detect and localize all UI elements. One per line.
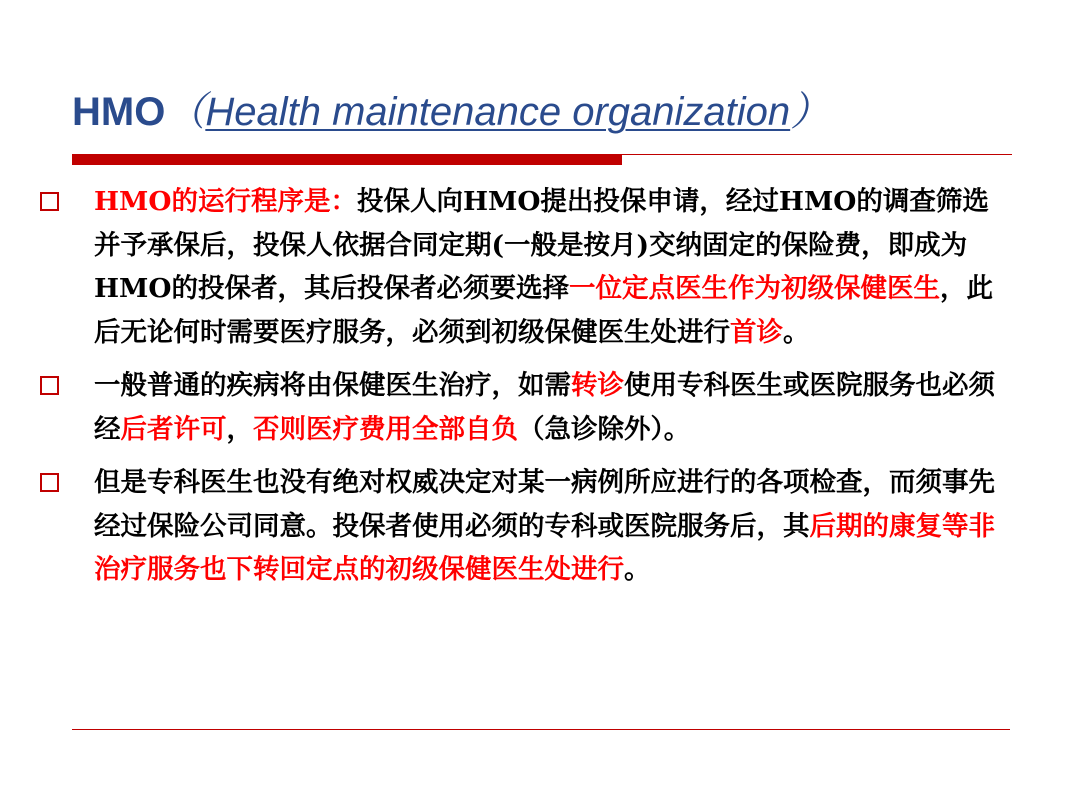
list-item <box>40 180 1010 354</box>
body-text: （急诊除外）。 <box>518 413 691 445</box>
list-item <box>40 461 1010 592</box>
highlight-text: 后期的康复等非治疗服务也下转回定点的初级保健医生处进行 <box>94 510 995 585</box>
body-text: 一般普通的疾病将由保健医生治疗，如需 <box>94 370 571 401</box>
highlight-text: 后者许可 <box>120 413 227 445</box>
highlight-text: 否则医疗费用全部自负 <box>253 413 518 445</box>
body-text: 。 <box>783 316 810 348</box>
bullet-list <box>40 180 1010 602</box>
highlight-text: 转诊 <box>571 370 624 401</box>
title-open-paren: （ <box>165 90 206 134</box>
bottom-divider-line <box>72 729 1010 730</box>
body-text: 但是专科医生也没有绝对权威决定对某一病例所应进行的各项检查，而须事先经过保险公司同意。投保者使用必须的专科或医院服务后，其 <box>94 467 995 542</box>
title-full-name: Health maintenance organization <box>205 90 791 134</box>
slide-title <box>72 86 1032 138</box>
title-close-paren: ） <box>790 90 831 134</box>
body-text: 使用专科医生或医院服务也必须经 <box>94 370 995 445</box>
list-item <box>40 364 1010 451</box>
body-text: 。 <box>624 554 651 585</box>
list-item-text <box>94 370 995 445</box>
square-bullet-icon <box>40 376 59 395</box>
body-text: ，此后无论何时需要医疗服务，必须到初级保健医生处进行 <box>94 273 993 348</box>
highlight-text: 一位定点医生作为初级保健医生 <box>568 273 940 304</box>
highlight-text: 首诊 <box>730 316 783 348</box>
title-accent-bar <box>72 154 622 165</box>
square-bullet-icon <box>40 192 59 211</box>
list-item-text <box>94 467 995 585</box>
body-text: ， <box>226 413 253 445</box>
body-text: 投保人向HMO提出投保申请，经过HMO的调查筛选并予承保后，投保人依据合同定期(一般是按月)交纳固定的保险费，即成为HMO的投保者，其后投保者必须要选择 <box>94 186 989 304</box>
title-abbreviation: HMO <box>72 90 166 134</box>
square-bullet-icon <box>40 473 59 492</box>
highlight-text: HMO的运行程序是： <box>94 186 357 217</box>
list-item-text <box>94 186 993 348</box>
